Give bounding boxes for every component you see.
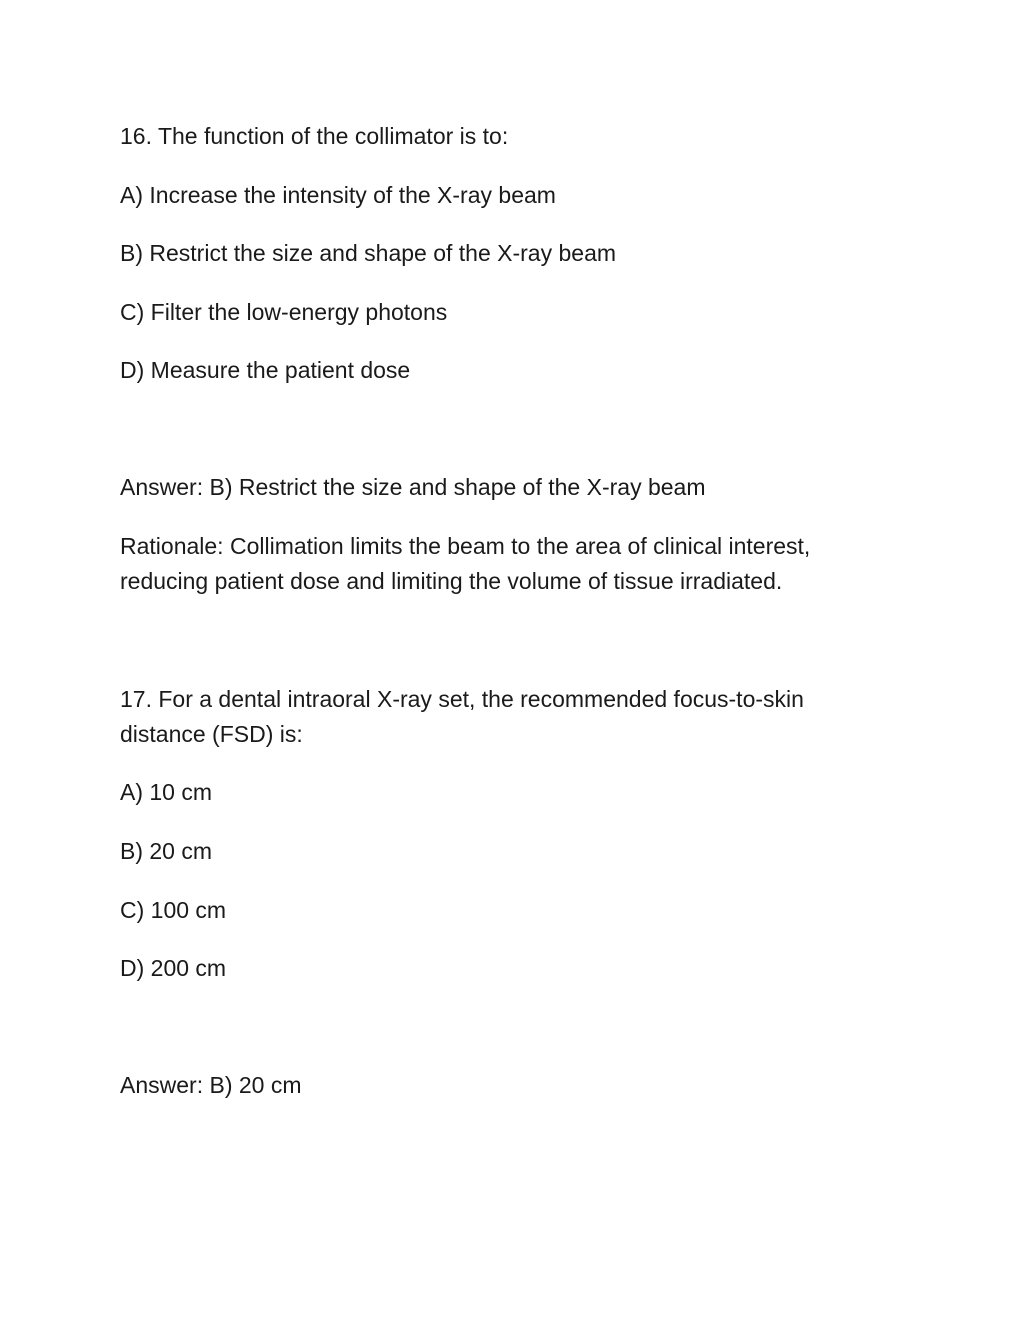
q17-option-a: A) 10 cm <box>120 779 213 805</box>
q17-option-c: C) 100 cm <box>120 897 227 923</box>
question-17-line-2: distance (FSD) is: <box>120 721 303 747</box>
q16-rationale-line-2: reducing patient dose and limiting the volume of tissue irradiated. <box>120 568 783 594</box>
q16-option-d: D) Measure the patient dose <box>120 357 411 383</box>
q16-option-a: A) Increase the intensity of the X-ray beam <box>120 182 556 208</box>
question-16: 16. The function of the collimator is to: <box>120 123 509 149</box>
q16-option-c: C) Filter the low-energy photons <box>120 299 448 325</box>
q17-answer: Answer: B) 20 cm <box>120 1072 302 1098</box>
q16-option-b: B) Restrict the size and shape of the X-ray beam <box>120 240 617 266</box>
question-17-line-1: 17. For a dental intraoral X-ray set, the recommended focus-to-skin <box>120 686 804 712</box>
q16-rationale-line-1: Rationale: Collimation limits the beam to the area of clinical interest, <box>120 533 811 559</box>
q17-option-d: D) 200 cm <box>120 955 227 981</box>
q17-option-b: B) 20 cm <box>120 838 213 864</box>
q16-answer: Answer: B) Restrict the size and shape of the X-ray beam <box>120 474 706 500</box>
